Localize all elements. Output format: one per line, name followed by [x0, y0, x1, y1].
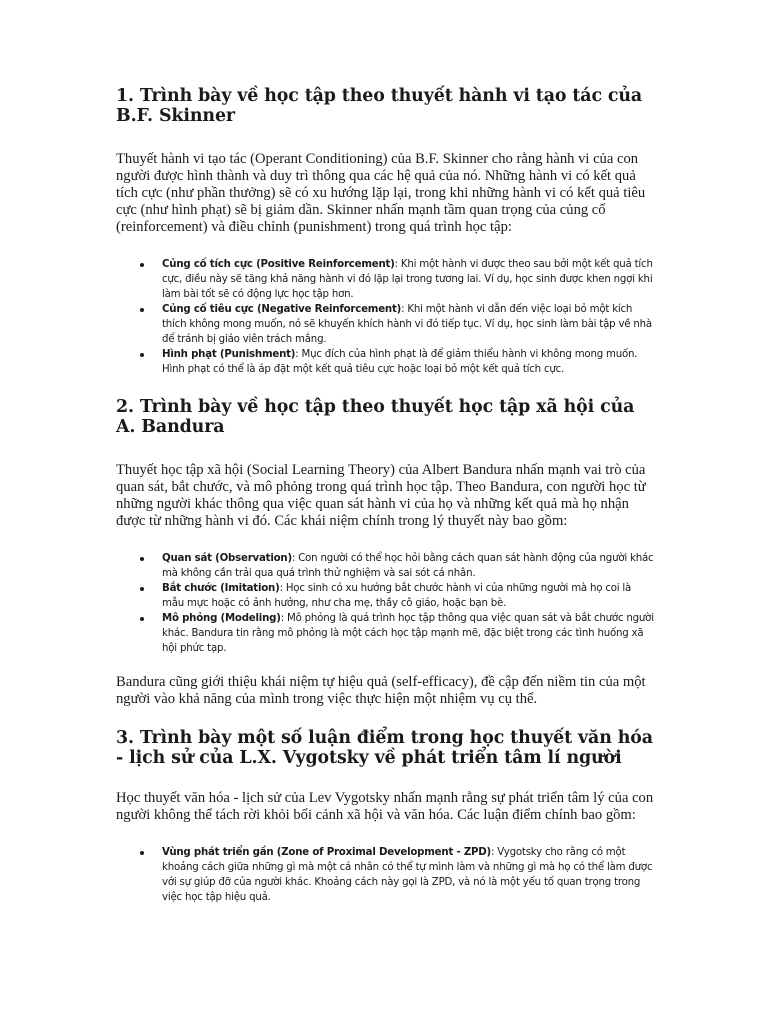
list-item-term: Hình phạt (Punishment) [162, 349, 296, 360]
list-item [162, 302, 656, 347]
list-item [162, 257, 656, 302]
list-item [162, 581, 656, 611]
section-1-list [116, 257, 656, 377]
section-2-list [116, 551, 656, 656]
section-2-outro: Bandura cũng giới thiệu khái niệm tự hiệu quả (self-efficacy), đề cập đến niềm tin của một người vào khả năng của mình trong việc thực hiện một nhiệm vụ cụ thể. [116, 674, 646, 707]
section-1-intro: Thuyết hành vi tạo tác (Operant Conditioning) của B.F. Skinner cho rằng hành vi của con người được hình thành và duy trì thông qua các hệ quả của nó. Những hành vi có kết quả tích cực (như phần thưởng) sẽ có xu hướng lặp lại, trong khi những hành vi có kết quả tiêu cực (như hình phạt) sẽ bị giảm dần. Skinner nhấn mạnh tầm quan trọng của củng cố (reinforcement) và điều chỉnh (punishment) trong quá trình học tập: [116, 151, 646, 235]
list-item-text: : Vygotsky cho rằng có một khoảng cách giữa những gì mà một cá nhân có thể tự mình làm và những gì mà họ có thể làm được với sự giúp đỡ của người khác. Khoảng cách này gọi là ZPD, và nó là một yếu tố quan trọng trong việc học tập hiệu quả. [162, 847, 653, 903]
list-item-text: : Khi một hành vi dẫn đến việc loại bỏ một kích thích không mong muốn, nó sẽ khuyến khích hành vi đó tiếp tục. Ví dụ, học sinh làm bài tập về nhà để tránh bị giáo viên trách mắng. [162, 304, 652, 345]
section-1-heading: 1. Trình bày về học tập theo thuyết hành vi tạo tác của B.F. Skinner [116, 86, 643, 126]
list-item-text: : Khi một hành vi được theo sau bởi một kết quả tích cực, điều này sẽ tăng khả năng hành vi đó lặp lại trong tương lai. Ví dụ, học sinh được khen ngợi khi làm bài tốt sẽ có động lực học tập hơn. [162, 259, 653, 300]
list-item-term: Vùng phát triển gần (Zone of Proximal Development - ZPD) [162, 847, 492, 858]
list-item-term: Mô phỏng (Modeling) [162, 613, 281, 624]
list-item-text: : Học sinh có xu hướng bắt chước hành vi của những người mà họ coi là mẫu mực hoặc có ảnh hưởng, như cha mẹ, thầy cô giáo, hoặc bạn bè. [162, 583, 632, 609]
list-item-term: Củng cố tiêu cực (Negative Reinforcement) [162, 304, 402, 315]
document-page [116, 86, 656, 905]
list-item-text: : Mục đích của hình phạt là để giảm thiểu hành vi không mong muốn. Hình phạt có thể là áp đặt một kết quả tiêu cực hoặc loại bỏ một kết quả tích cực. [162, 349, 638, 375]
list-item [162, 611, 656, 656]
list-item-text: : Mô phỏng là quá trình học tập thông qua việc quan sát và bắt chước người khác. Bandura tin rằng mô phỏng là một cách học tập mạnh mẽ, đặc biệt trong các tình huống xã hội phức tạp. [162, 613, 654, 654]
section-2-heading: 2. Trình bày về học tập theo thuyết học tập xã hội của A. Bandura [116, 397, 635, 437]
list-item [162, 551, 656, 581]
list-item-text: : Con người có thể học hỏi bằng cách quan sát hành động của người khác mà không cần trải qua quá trình thử nghiệm và sai sót cá nhân. [162, 553, 654, 579]
section-3-heading: 3. Trình bày một số luận điểm trong học thuyết văn hóa - lịch sử của L.X. Vygotsky về phát triển tâm lí người [116, 728, 653, 768]
list-item [162, 845, 656, 905]
section-3-list [116, 845, 656, 905]
list-item-term: Củng cố tích cực (Positive Reinforcement) [162, 259, 395, 270]
list-item [162, 347, 656, 377]
list-item-term: Bắt chước (Imitation) [162, 583, 280, 594]
list-item-term: Quan sát (Observation) [162, 553, 292, 564]
section-2-intro: Thuyết học tập xã hội (Social Learning Theory) của Albert Bandura nhấn mạnh vai trò của quan sát, bắt chước, và mô phỏng trong quá trình học tập. Theo Bandura, con người học từ những người khác thông qua việc quan sát hành vi của họ và những kết quả mà họ nhận được từ những hành vi đó. Các khái niệm chính trong lý thuyết này bao gồm: [116, 462, 646, 529]
section-3-intro: Học thuyết văn hóa - lịch sử của Lev Vygotsky nhấn mạnh rằng sự phát triển tâm lý của con người không thể tách rời khỏi bối cảnh xã hội và văn hóa. Các luận điểm chính bao gồm: [116, 790, 654, 823]
